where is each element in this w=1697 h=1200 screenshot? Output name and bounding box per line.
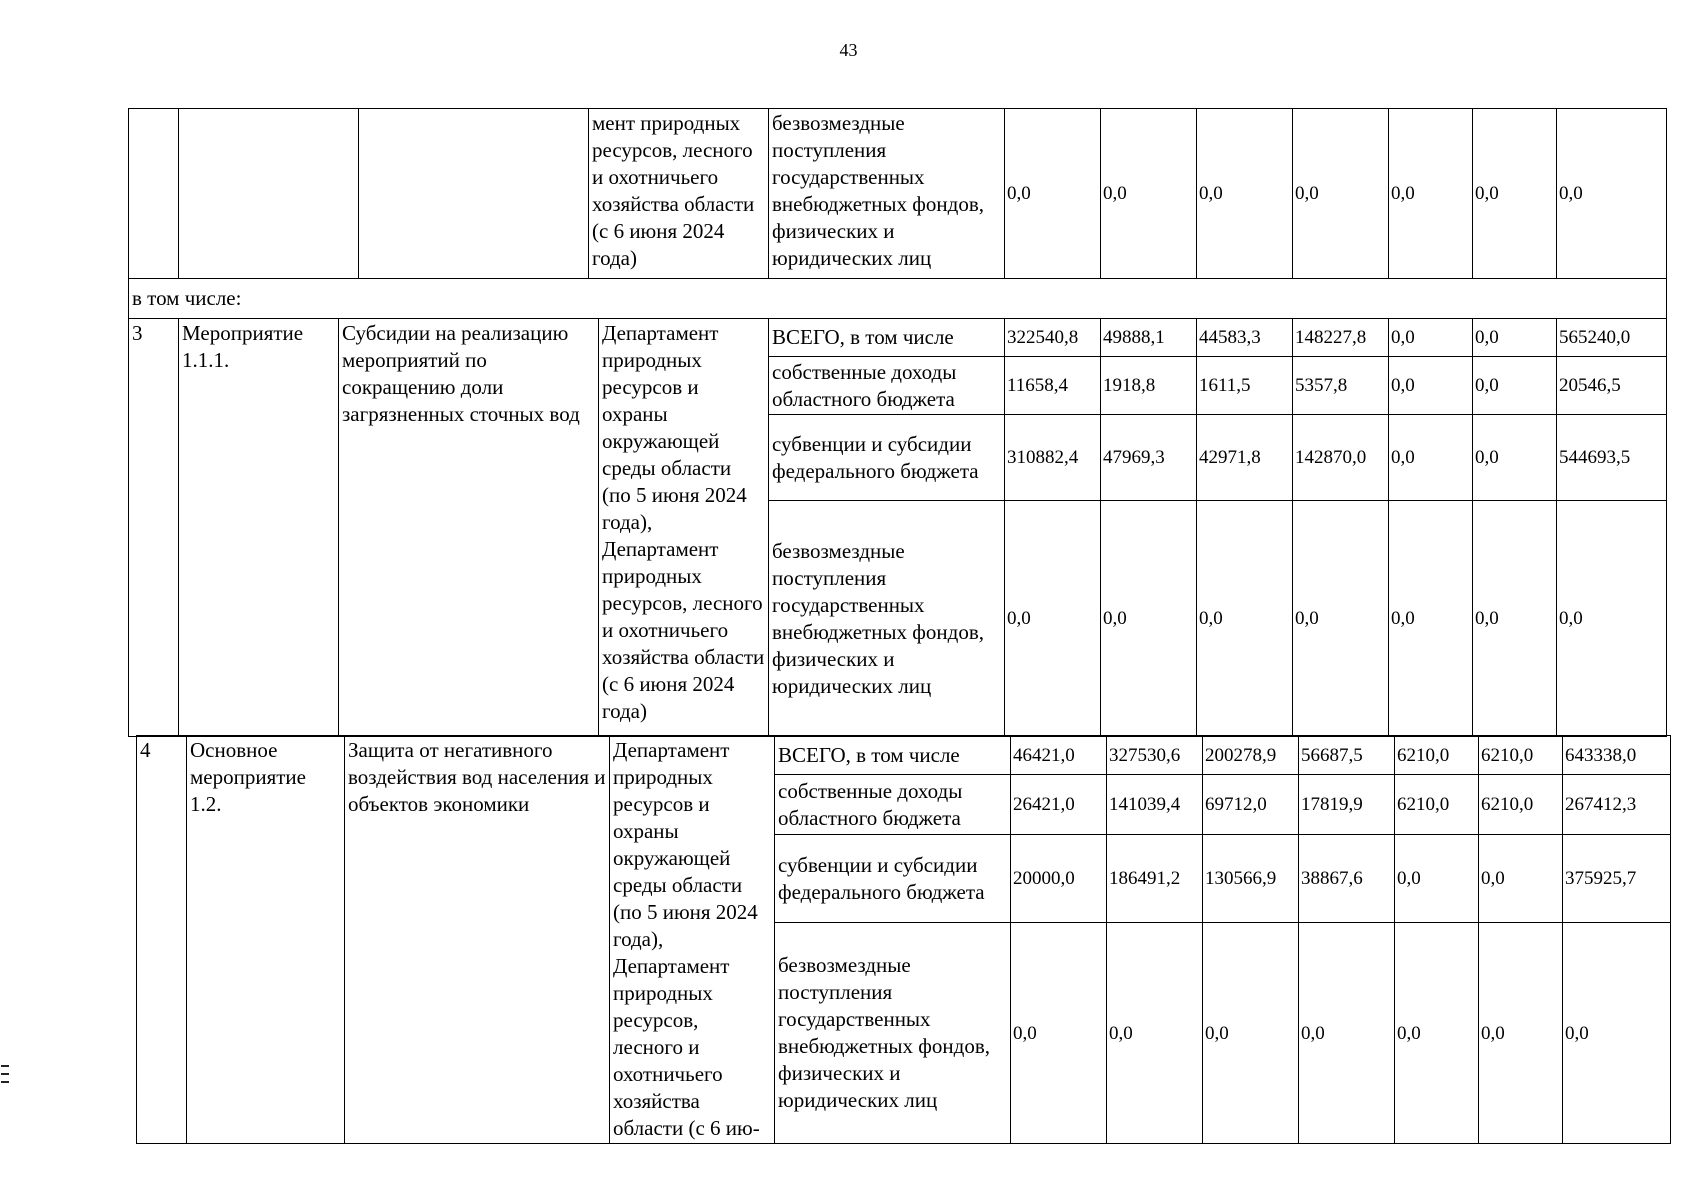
value-cell: 0,0: [1473, 109, 1557, 279]
empty-cell: [129, 109, 179, 279]
value-cell: 322540,8: [1005, 319, 1101, 357]
value-cell: 0,0: [1479, 923, 1563, 1144]
value-cell: 0,0: [1395, 923, 1479, 1144]
value-cell: 0,0: [1005, 501, 1101, 737]
value-cell: 42971,8: [1197, 415, 1293, 501]
in-that-number-label: в том числе:: [129, 279, 1667, 319]
value-cell: 643338,0: [1563, 736, 1671, 775]
continuation-row: [129, 109, 1667, 279]
value-cell: 46421,0: [1011, 736, 1107, 775]
value-cell: 1918,8: [1101, 357, 1197, 415]
value-cell: 0,0: [1557, 109, 1667, 279]
measure-1-1-1-table: [128, 278, 1667, 737]
empty-cell: [179, 109, 359, 279]
funding-source: безвозмездные поступления государственных внебюджетных фондов, физических и юридических лиц: [769, 109, 1005, 279]
value-cell: 6210,0: [1479, 775, 1563, 835]
value-cell: 20546,5: [1557, 357, 1667, 415]
value-cell: 0,0: [1479, 834, 1563, 923]
value-cell: 0,0: [1473, 501, 1557, 737]
value-cell: 186491,2: [1107, 834, 1203, 923]
value-cell: 141039,4: [1107, 775, 1203, 835]
value-cell: 0,0: [1101, 109, 1197, 279]
value-cell: 0,0: [1389, 319, 1473, 357]
value-cell: 0,0: [1293, 501, 1389, 737]
value-cell: 6210,0: [1479, 736, 1563, 775]
value-cell: 142870,0: [1293, 415, 1389, 501]
value-cell: 200278,9: [1203, 736, 1299, 775]
value-cell: 44583,3: [1197, 319, 1293, 357]
funding-source: собственные доходы областного бюджета: [769, 357, 1005, 415]
value-cell: 0,0: [1293, 109, 1389, 279]
funding-source: ВСЕГО, в том числе: [775, 736, 1011, 775]
value-cell: 1611,5: [1197, 357, 1293, 415]
value-cell: 17819,9: [1299, 775, 1395, 835]
table-row: [137, 736, 1671, 775]
funding-source: безвозмездные поступления государственных внебюджетных фондов, физических и юридических лиц: [775, 923, 1011, 1144]
value-cell: 47969,3: [1101, 415, 1197, 501]
value-cell: 0,0: [1395, 834, 1479, 923]
value-cell: 6210,0: [1395, 775, 1479, 835]
value-cell: 0,0: [1389, 109, 1473, 279]
value-cell: 327530,6: [1107, 736, 1203, 775]
value-cell: 267412,3: [1563, 775, 1671, 835]
main-measure-1-2-table: [136, 735, 1671, 1144]
responsible-executor: Департамент природных ресурсов и охраны окружающей среды области (по 5 июня 2024 года), Департамент природных ресурсов, лесного и охотничьего хозяйства области (с 6 ию-: [610, 736, 775, 1144]
value-cell: 0,0: [1473, 357, 1557, 415]
value-cell: 0,0: [1197, 501, 1293, 737]
value-cell: 310882,4: [1005, 415, 1101, 501]
measure-name: Субсидии на реализацию мероприятий по сокращению доли загрязненных сточных вод: [339, 319, 599, 737]
row-number: 3: [129, 319, 179, 737]
continuation-table: [128, 108, 1667, 279]
value-cell: 0,0: [1389, 501, 1473, 737]
value-cell: 0,0: [1011, 923, 1107, 1144]
margin-binding-mark: [1, 1065, 9, 1083]
value-cell: 0,0: [1203, 923, 1299, 1144]
table-row: [129, 319, 1667, 357]
empty-cell: [359, 109, 589, 279]
funding-source: субвенции и субсидии федерального бюджета: [775, 834, 1011, 923]
value-cell: 20000,0: [1011, 834, 1107, 923]
funding-source: ВСЕГО, в том числе: [769, 319, 1005, 357]
value-cell: 0,0: [1473, 415, 1557, 501]
value-cell: 0,0: [1005, 109, 1101, 279]
value-cell: 0,0: [1299, 923, 1395, 1144]
value-cell: 565240,0: [1557, 319, 1667, 357]
row-number: 4: [137, 736, 187, 1144]
value-cell: 130566,9: [1203, 834, 1299, 923]
value-cell: 38867,6: [1299, 834, 1395, 923]
value-cell: 6210,0: [1395, 736, 1479, 775]
value-cell: 0,0: [1101, 501, 1197, 737]
responsible-executor: Департамент природных ресурсов и охраны окружающей среды области (по 5 июня 2024 года), Департамент природных ресурсов, лесного и охотничьего хозяйства области (с 6 июня 2024 года): [599, 319, 769, 737]
funding-source: собственные доходы областного бюджета: [775, 775, 1011, 835]
value-cell: 0,0: [1563, 923, 1671, 1144]
value-cell: 69712,0: [1203, 775, 1299, 835]
measure-kind: Основное мероприятие 1.2.: [187, 736, 345, 1144]
value-cell: 148227,8: [1293, 319, 1389, 357]
value-cell: 0,0: [1389, 357, 1473, 415]
value-cell: 544693,5: [1557, 415, 1667, 501]
value-cell: 375925,7: [1563, 834, 1671, 923]
value-cell: 56687,5: [1299, 736, 1395, 775]
value-cell: 49888,1: [1101, 319, 1197, 357]
page-number: 43: [839, 40, 858, 60]
value-cell: 0,0: [1473, 319, 1557, 357]
value-cell: 0,0: [1389, 415, 1473, 501]
value-cell: 11658,4: [1005, 357, 1101, 415]
funding-source: субвенции и субсидии федерального бюджета: [769, 415, 1005, 501]
value-cell: 0,0: [1197, 109, 1293, 279]
measure-kind: Мероприятие 1.1.1.: [179, 319, 339, 737]
value-cell: 0,0: [1557, 501, 1667, 737]
value-cell: 0,0: [1107, 923, 1203, 1144]
measure-name: Защита от негативного воздействия вод населения и объектов экономики: [345, 736, 610, 1144]
responsible-executor: мент природных ресурсов, лесного и охотничьего хозяйства области (с 6 июня 2024 года): [589, 109, 769, 279]
funding-source: безвозмездные поступления государственных внебюджетных фондов, физических и юридических лиц: [769, 501, 1005, 737]
value-cell: 5357,8: [1293, 357, 1389, 415]
value-cell: 26421,0: [1011, 775, 1107, 835]
